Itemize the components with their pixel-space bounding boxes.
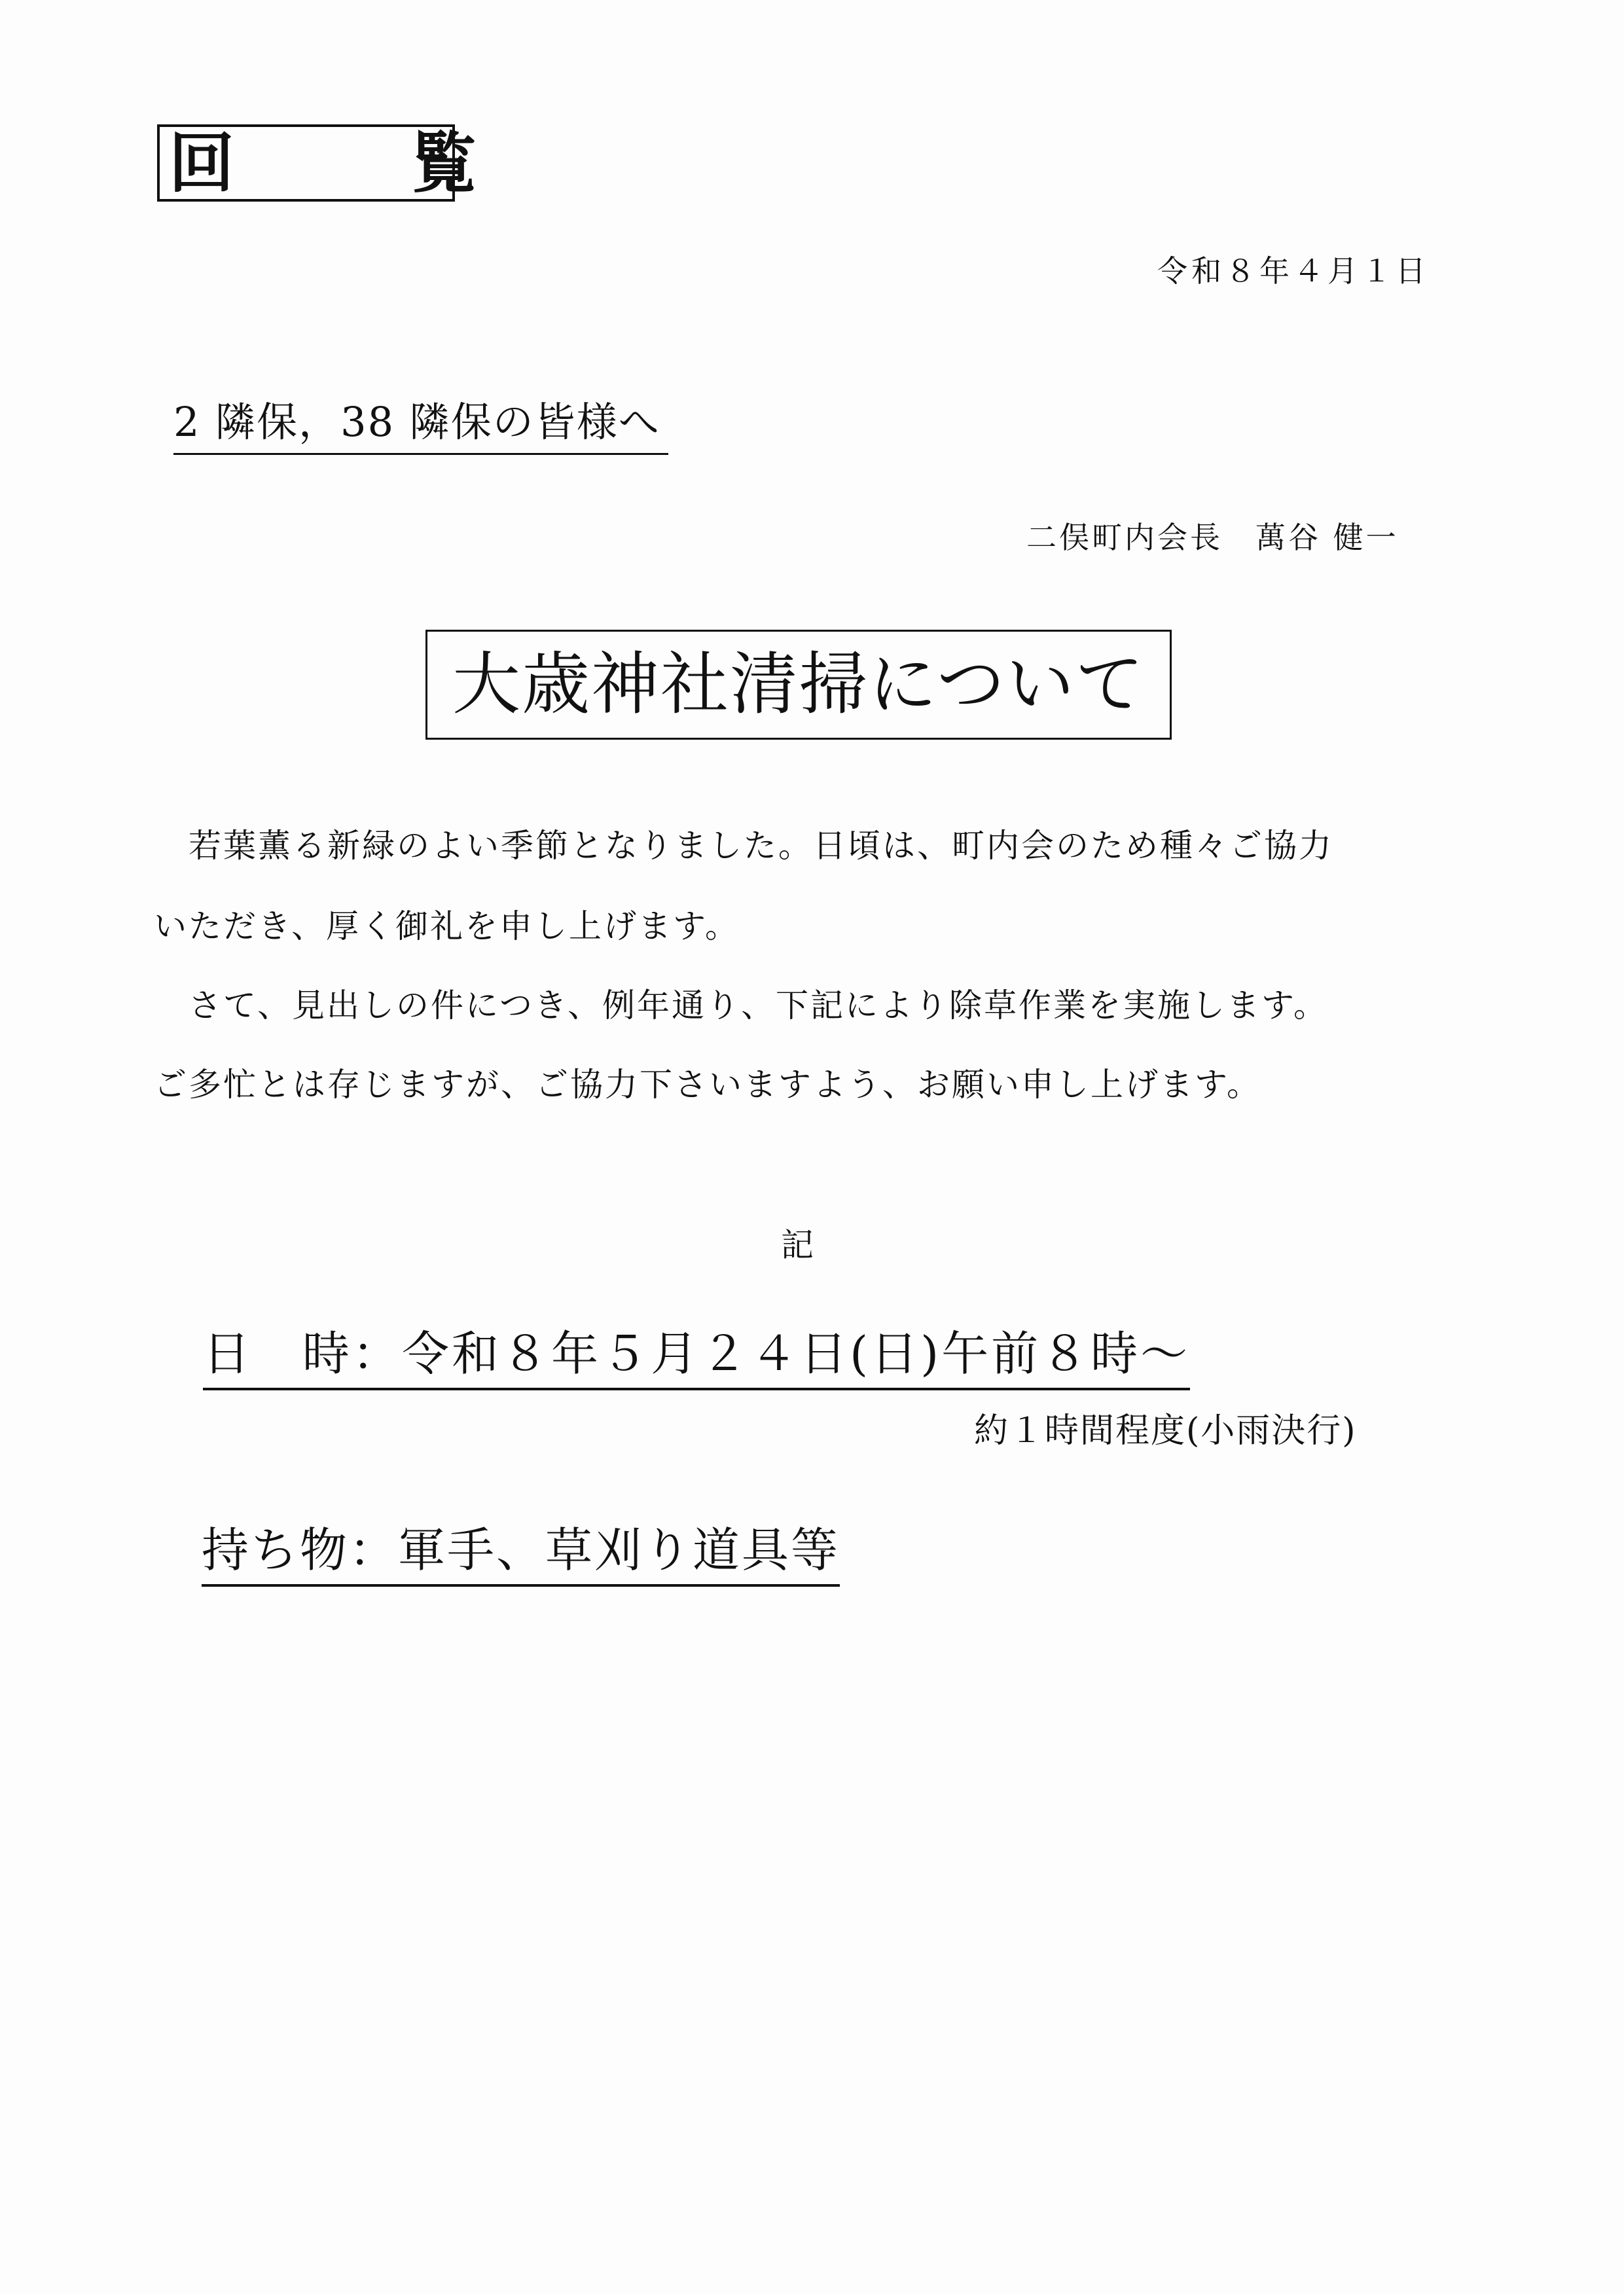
circular-label: 回 覧 (157, 124, 455, 202)
document-title: 大歳神社清掃について (425, 630, 1172, 740)
event-duration-note: 約１時間程度(小雨決行) (974, 1411, 1357, 1451)
issue-date: 令和８年４月１日 (1157, 253, 1430, 289)
event-datetime: 日 時：令和８年５月２４日(日)午前８時～ (203, 1316, 1190, 1390)
recipient-line: 2 隣保，38 隣保の皆様へ (173, 389, 668, 455)
body-paragraph-line: 若葉薫る新緑のよい季節となりました。日頃は、町内会のため種々ご協力 (189, 827, 1333, 865)
ki-heading: 記 (781, 1226, 814, 1264)
items-to-bring: 持ち物：軍手、草刈り道具等 (202, 1512, 840, 1587)
body-paragraph-line: いただき、厚く御礼を申し上げます。 (154, 907, 740, 945)
body-paragraph-line: さて、見出しの件につき、例年通り、下記により除草作業を実施します。 (189, 986, 1328, 1024)
sender-line: 二俣町内会長 萬谷 健一 (1026, 520, 1399, 555)
body-paragraph-line: ご多忙とは存じますが、ご協力下さいますよう、お願い申し上げます。 (154, 1066, 1261, 1104)
